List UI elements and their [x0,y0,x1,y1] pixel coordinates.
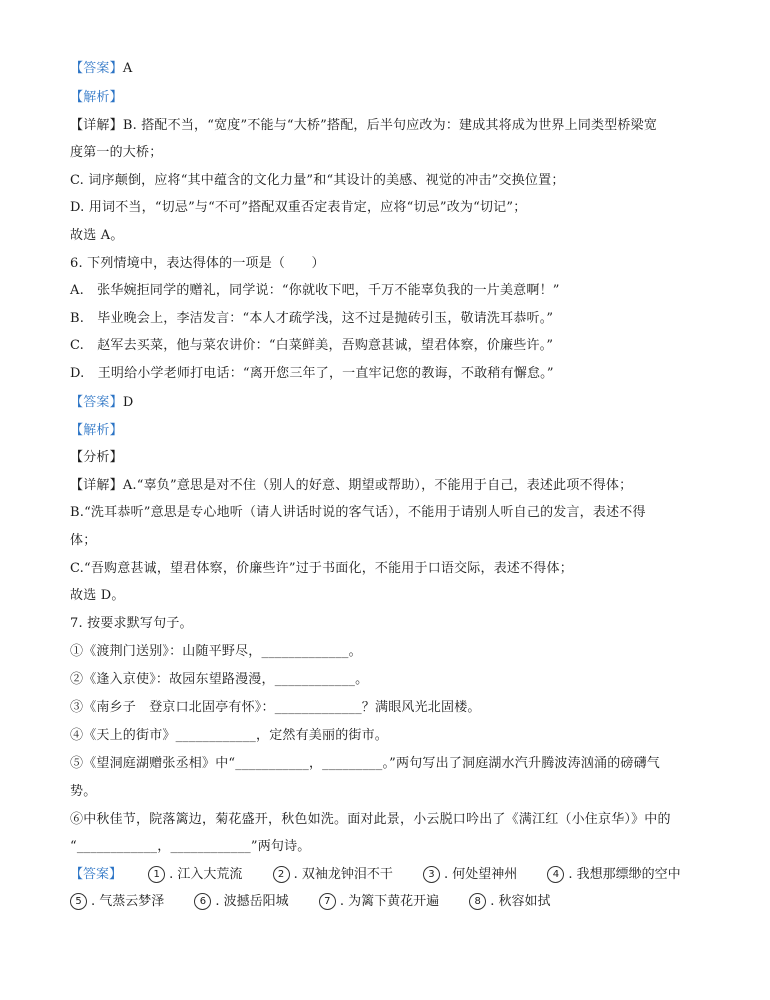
conclusion-line: 故选 A。 [70,228,124,243]
recitation-item-2: ②《逢入京使》：故园东望路漫漫，____________。 [70,672,369,687]
answer-item [547,865,680,885]
circled-number: 4 [547,866,564,883]
circled-number: 3 [423,866,440,883]
detail-line: D. 用词不当，“切忌”与“不可”搭配双重否定表肯定，应将“切忌”改为“切记”； [70,200,527,215]
answer-text: . 气蒸云梦泽 [91,894,165,909]
answer-text: . 我想那缥缈的空中 [568,867,681,882]
answer-tag: 【答案】 [70,395,123,410]
circled-number: 1 [148,866,165,883]
recitation-item-3: ③《南乡子 登京口北固亭有怀》：_____________？满眼风光北固楼。 [70,700,481,715]
detail-line-cont: 体； [70,533,97,548]
analysis-tag-line [70,88,710,108]
detail-line-cont: 度第一的大桥； [70,145,163,160]
recitation-item-6-cont: “____________，____________”两句诗。 [70,839,311,854]
answer-text: . 秋容如拭 [490,894,551,909]
analysis-tag-line [70,421,710,441]
recitation-item-5: ⑤《望洞庭湖赠张丞相》中“___________，_________。”两句写出了洞庭湖水汽升腾波涛汹涌的磅礴气 [70,756,660,771]
answer-tag: 【答案】 [70,61,123,76]
answers-row-2 [70,892,576,912]
circled-number: 8 [469,893,486,910]
analysis-tag: 【解析】 [70,90,123,105]
answer-item [148,865,242,885]
answer-text: . 波撼岳阳城 [215,894,289,909]
circled-number: 6 [194,893,211,910]
answer-text: . 江入大荒流 [169,867,243,882]
circled-number: 5 [70,893,87,910]
recitation-item-5-cont: 势。 [70,784,97,799]
answer-line [70,393,710,413]
question-stem: 7. 按要求默写句子。 [70,616,193,631]
option-b: B. 毕业晚会上，李洁发言：“本人才疏学浅，这不过是抛砖引玉，敬请洗耳恭听。” [70,311,554,326]
question-stem: 6. 下列情境中，表达得体的一项是（ ） [70,256,325,271]
answer-item [70,892,164,912]
answer-line [70,59,710,79]
answer-item [469,892,550,912]
circled-number: 2 [273,866,290,883]
answer-text: . 何处望神州 [443,867,518,882]
detail-text: B. 搭配不当，“宽度”不能与“大桥”搭配，后半句应改为：建成其将成为世界上同类型桥梁宽 [122,118,658,133]
answer-item [423,865,517,885]
recitation-item-1: ①《渡荆门送别》：山随平野尽，_____________。 [70,644,362,659]
detail-line [70,476,710,496]
answers-row-1 [70,865,681,885]
option-c: C. 赵军去买菜，他与菜农讲价：“白菜鲜美，吾购意甚诚，望君体察，价廉些许。” [70,338,554,353]
answer-tag: 【答案】 [70,867,123,882]
detail-text: A.“辜负”意思是对不住（别人的好意、期望或帮助），不能用于自己，表述此项不得体； [122,478,633,493]
detail-tag: 【详解】 [70,478,123,493]
option-a: A. 张华婉拒同学的赠礼，同学说：“你就收下吧，千万不能辜负我的一片美意啊！” [70,283,560,298]
analysis2-tag-line: 【分析】 [70,450,123,465]
detail-tag: 【详解】 [70,118,123,133]
option-d: D. 王明给小学老师打电话：“离开您三年了，一直牢记您的教诲，不敢稍有懈怠。” [70,366,554,381]
answer-item [319,892,439,912]
recitation-item-6: ⑥中秋佳节，院落篱边，菊花盛开，秋色如洗。面对此景，小云脱口吟出了《满江红（小住京华）》中的 [70,812,671,827]
recitation-item-4: ④《天上的街市》____________，定然有美丽的街市。 [70,728,389,743]
answer-item [273,865,393,885]
answer-text: . 为篱下黄花开遍 [339,894,440,909]
detail-line: B.“洗耳恭听”意思是专心地听（请人讲话时说的客气话），不能用于请别人听自己的发言，表述不得 [70,505,646,520]
answer-text: . 双袖龙钟泪不干 [293,867,393,882]
detail-line: C.“吾购意甚诚，望君体察，价廉些许”过于书面化，不能用于口语交际，表述不得体； [70,561,573,576]
answer-value: D [122,395,134,410]
answer-item [194,892,288,912]
detail-line: C. 词序颠倒，应将“其中蕴含的文化力量”和“其设计的美感、视觉的冲击”交换位置； [70,173,565,188]
analysis-tag: 【解析】 [70,423,123,438]
circled-number: 7 [319,893,336,910]
answer-value: A [122,61,133,76]
conclusion-line: 故选 D。 [70,588,125,603]
detail-line [70,116,710,136]
